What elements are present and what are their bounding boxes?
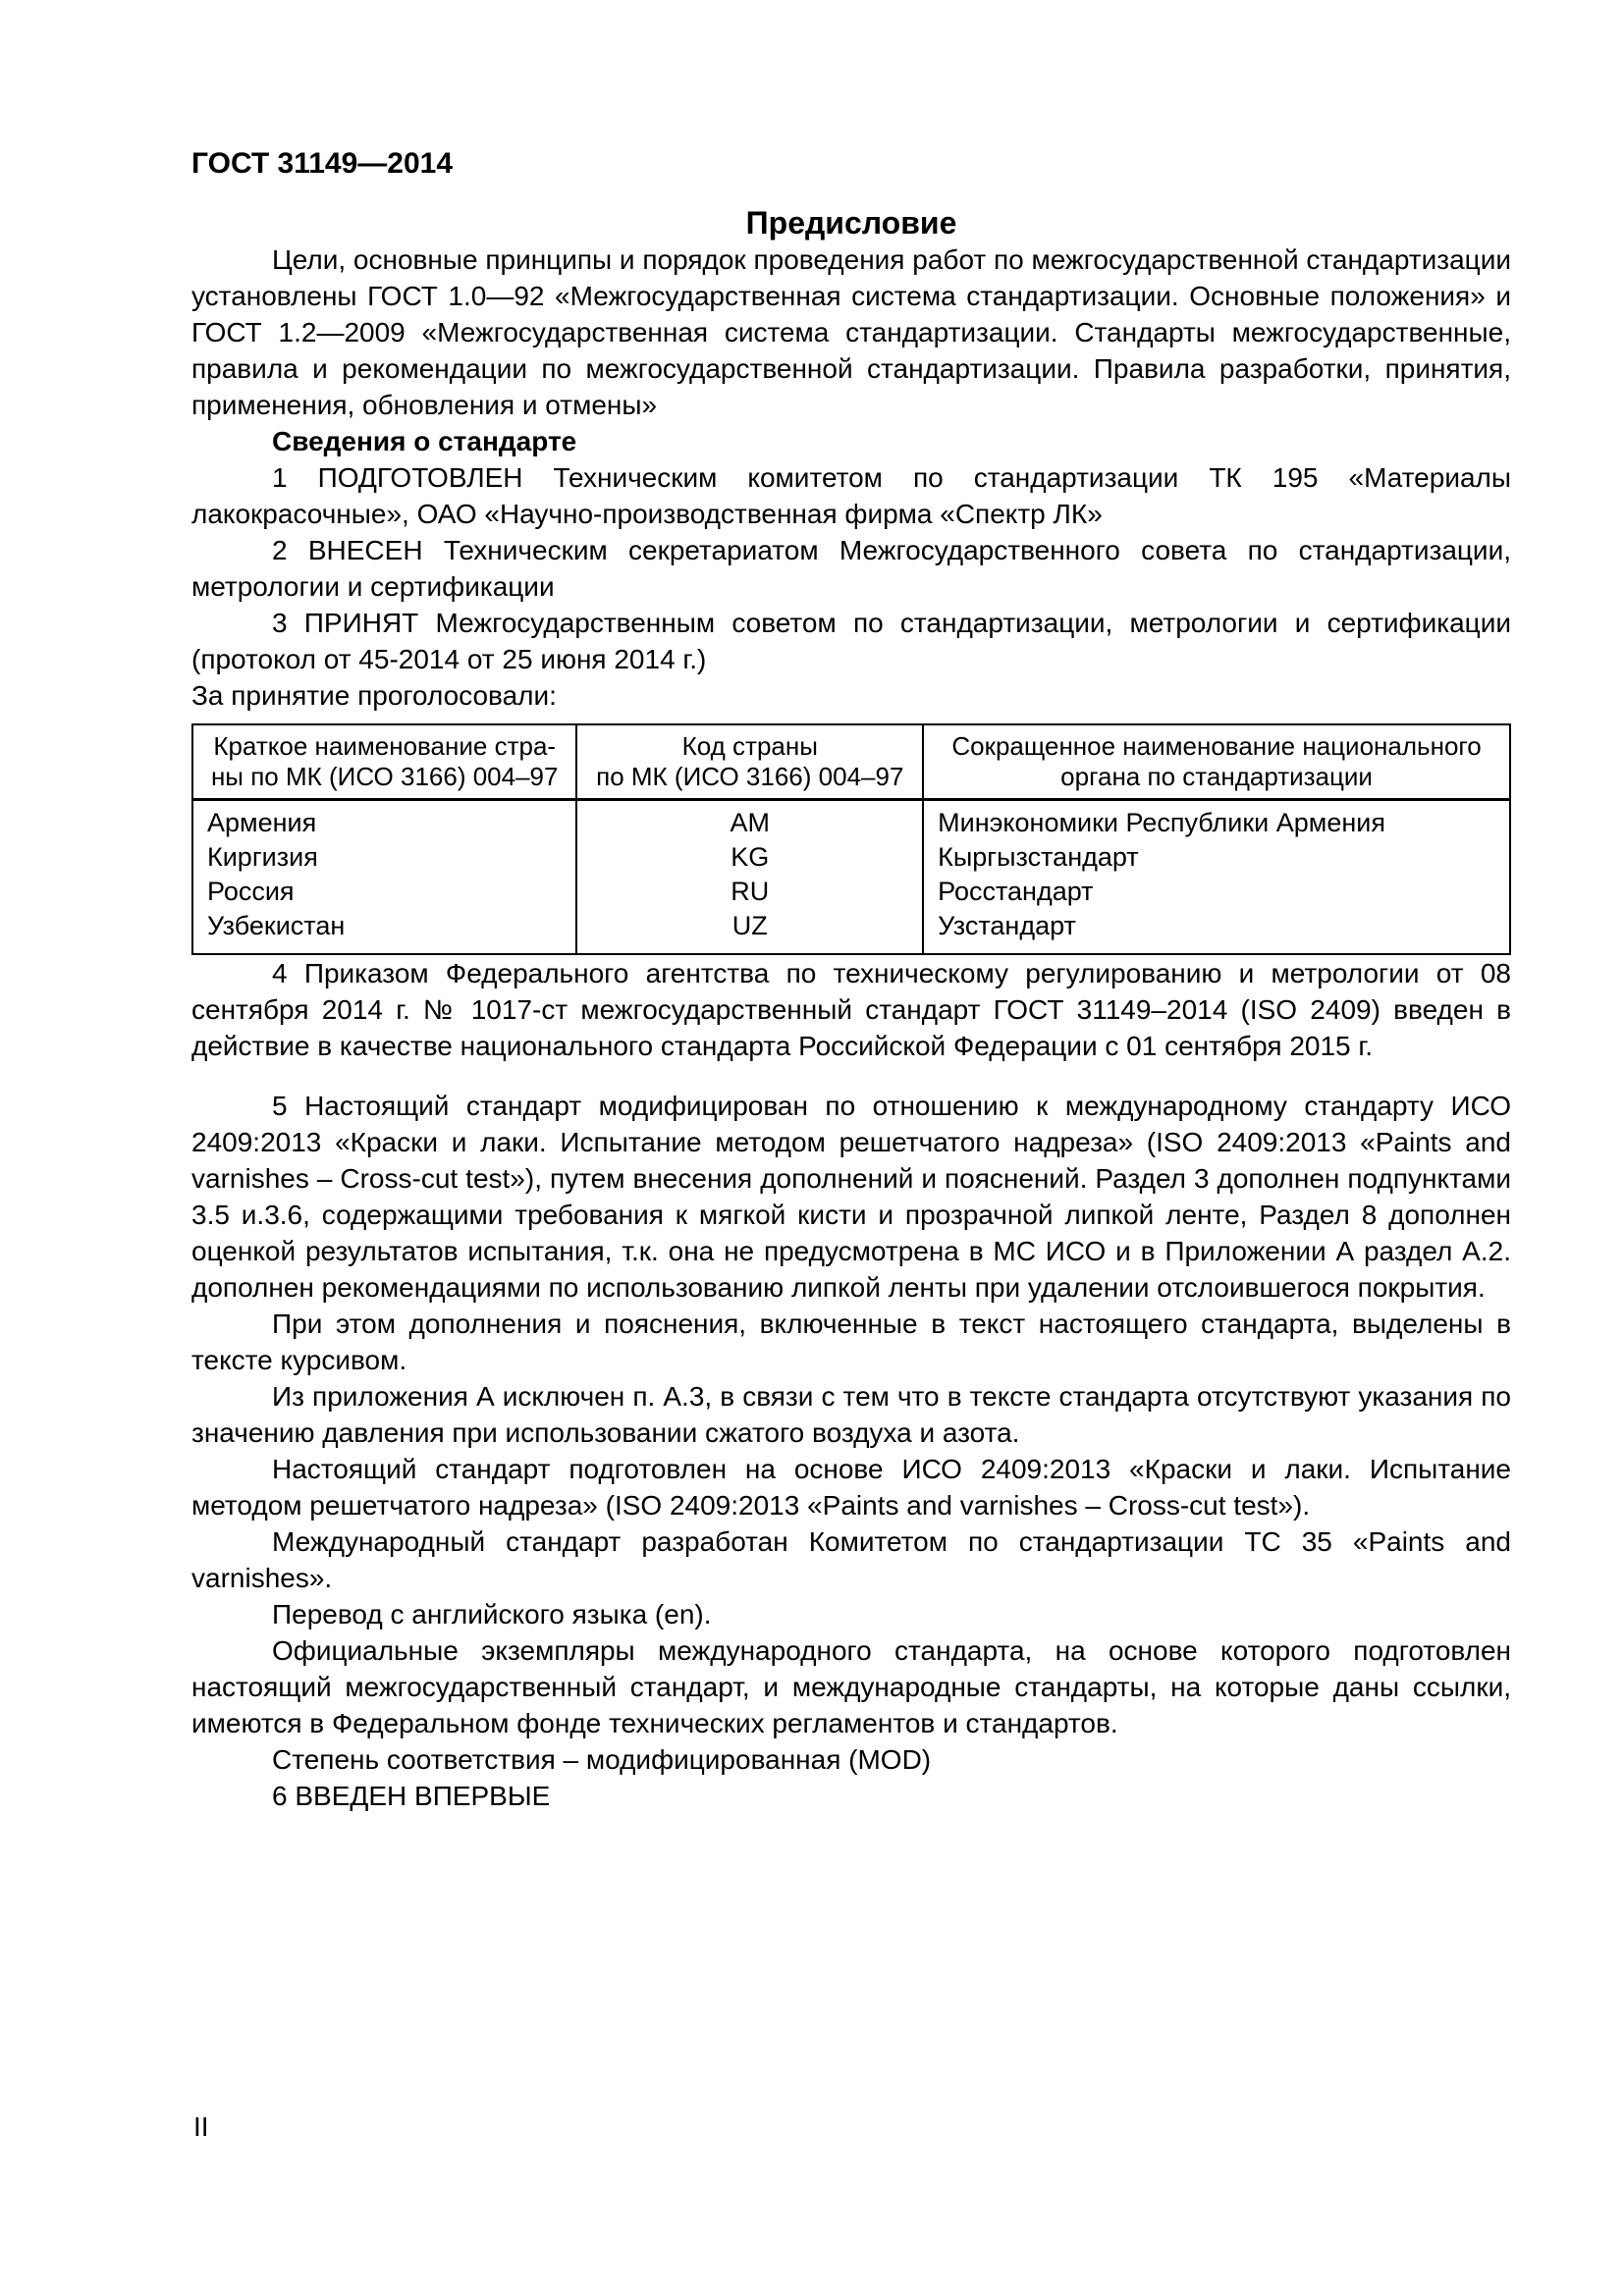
cell-org: Кыргызстандарт [923, 840, 1510, 875]
table-row [192, 909, 1510, 954]
header-national-body: Сокращенное наименование национального органа по стандартизации [923, 724, 1510, 800]
cell-code: AM [576, 800, 923, 841]
item-5-paragraph: Перевод с английского языка (en). [272, 1599, 712, 1629]
cell-code: KG [576, 840, 923, 875]
item-2-submitted: 2 ВНЕСЕН Техническим секретариатом Межгосударственного совета по стандартизации, метрологии и сертификации [191, 535, 1511, 602]
cell-code: RU [576, 875, 923, 909]
header-country-code: Код страны по МК (ИСО 3166) 004–97 [576, 724, 923, 800]
page-number: II [193, 2111, 209, 2142]
table-row [192, 800, 1510, 841]
vote-table-body [192, 800, 1510, 955]
cell-code: UZ [576, 909, 923, 954]
table-row [192, 875, 1510, 909]
standard-info-heading: Сведения о стандарте [272, 426, 577, 456]
cell-country: Киргизия [192, 840, 576, 875]
table-row [192, 840, 1510, 875]
doc-code: ГОСТ 31149—2014 [191, 147, 454, 180]
item-5-paragraph: Степень соответствия – модифицированная (MOD) [272, 1744, 932, 1775]
cell-country: Узбекистан [192, 909, 576, 954]
item-1-prepared: 1 ПОДГОТОВЛЕН Техническим комитетом по стандартизации ТК 195 «Материалы лакокрасочные», ОАО «Научно-производственная фирма «Спектр ЛК» [191, 462, 1511, 529]
vote-table [191, 723, 1511, 955]
item-4-order: 4 Приказом Федерального агентства по техническому регулированию и метрологии от 08 сентября 2014 г. № 1017-ст межгосударственный стандарт ГОСТ 31149–2014 (ISO 2409) введен в действие в качестве национального стандарта Российской Федерации с 01 сентября 2015 г. [191, 958, 1511, 1061]
header-country-name: Краткое наименование стра- ны по МК (ИСО 3166) 004–97 [192, 724, 576, 800]
intro-paragraph: Цели, основные принципы и порядок проведения работ по межгосударственной стандартизации установлены ГОСТ 1.0—92 «Межгосударственная система стандартизации. Основные положения» и ГОСТ 1.2—2009 «Межгосударственная система стандартизации. Стандарты межгосударственные, правила и рекомендации по межгосударственной стандартизации. Правила разработки, принятия, применения, обновления и отмены» [191, 244, 1511, 420]
item-5-paragraph: Международный стандарт разработан Комитетом по стандартизации ТС 35 «Paints and varnishes». [191, 1526, 1511, 1593]
item-5-paragraph: 5 Настоящий стандарт модифицирован по отношению к международному стандарту ИСО 2409:2013 «Краски и лаки. Испытание методом решетчатого надреза» (ISO 2409:2013 «Paints and varnishes – Cross-cut test»), путем внесения дополнений и пояснений. Раздел 3 дополнен подпунктами 3.5 и.3.6, содержащими требования к мягкой кисти и прозрачной липкой ленте, Раздел 8 дополнен оценкой результатов испытания, т.к. она не предусмотрена в МС ИСО и в Приложении А раздел А.2. дополнен рекомендациями по использованию липкой ленты при удалении отслоившегося покрытия. [191, 1091, 1511, 1303]
item-6-introduced: 6 ВВЕДЕН ВПЕРВЫЕ [272, 1781, 551, 1811]
cell-org: Минэкономики Республики Армения [923, 800, 1510, 841]
vote-lead: За принятие проголосовали: [191, 680, 557, 711]
item-5-paragraph: При этом дополнения и пояснения, включенные в текст настоящего стандарта, выделены в тексте курсивом. [191, 1308, 1511, 1375]
cell-org: Росстандарт [923, 875, 1510, 909]
cell-country: Армения [192, 800, 576, 841]
table-header-row [192, 724, 1510, 800]
cell-country: Россия [192, 875, 576, 909]
vote-table-header [192, 724, 1510, 800]
item-5-modified-block [191, 1088, 1511, 1778]
page-title: Предисловие [745, 205, 957, 240]
item-5-paragraph: Настоящий стандарт подготовлен на основе ИСО 2409:2013 «Краски и лаки. Испытание методом решетчатого надреза» (ISO 2409:2013 «Paints and varnishes – Cross-cut test»). [191, 1454, 1511, 1521]
item-3-adopted: 3 ПРИНЯТ Межгосударственным советом по стандартизации, метрологии и сертификации (протокол от 45-2014 от 25 июня 2014 г.) [191, 608, 1511, 674]
cell-org: Узстандарт [923, 909, 1510, 954]
item-5-paragraph: Из приложения А исключен п. А.3, в связи с тем что в тексте стандарта отсутствуют указания по значению давления при использовании сжатого воздуха и азота. [191, 1381, 1511, 1448]
item-5-paragraph: Официальные экземпляры международного стандарта, на основе которого подготовлен настоящий межгосударственный стандарт, и международные стандарты, на которые даны ссылки, имеются в Федеральном фонде технических регламентов и стандартов. [191, 1635, 1511, 1738]
